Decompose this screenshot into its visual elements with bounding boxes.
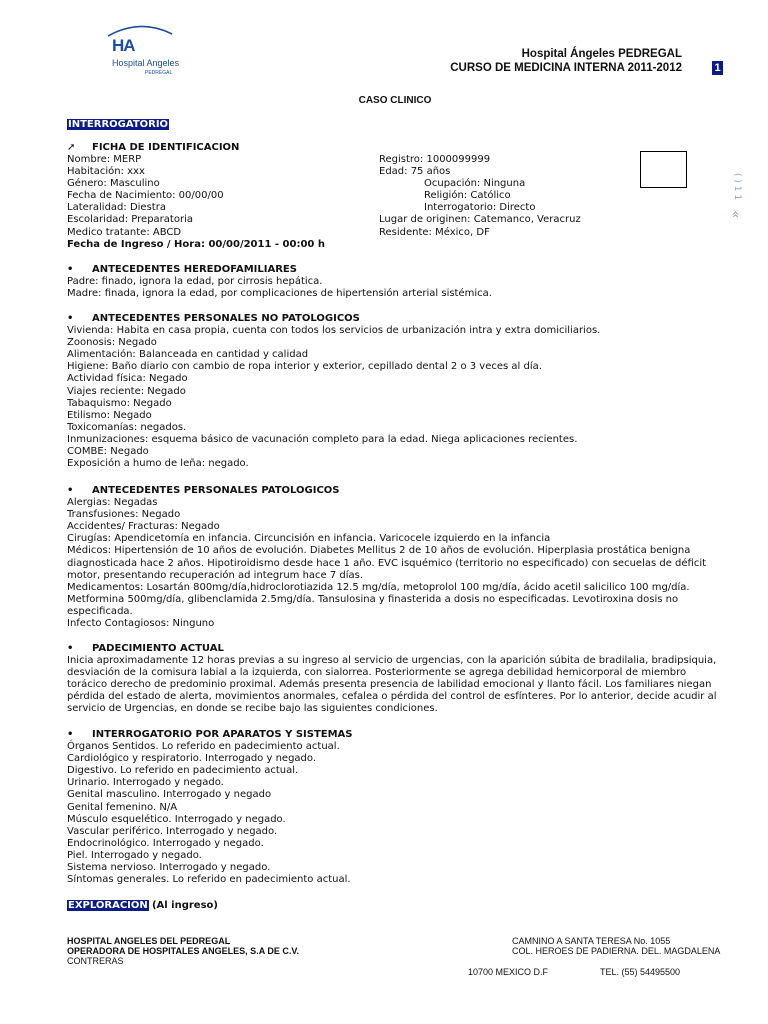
aparatos-line: Sistema nervioso. Interrogado y negado. bbox=[67, 862, 271, 874]
aparatos-line: Endocrinológico. Interrogado y negado. bbox=[67, 837, 264, 849]
bullet-icon: • bbox=[67, 643, 74, 654]
footer-address: CAMNINO A SANTA TERESA No. 1055 bbox=[512, 936, 671, 946]
aparatos-heading: INTERROGATORIO POR APARATOS Y SISTEMAS bbox=[92, 729, 353, 740]
no-pato-heading: ANTECEDENTES PERSONALES NO PATOLOGICOS bbox=[92, 313, 360, 324]
ficha-residente: Residente: México, DF bbox=[379, 226, 490, 238]
no-pato-line: Tabaquismo: Negado bbox=[67, 397, 172, 409]
pato-line: motor, presentando recuperación ad integrum hace 7 días. bbox=[67, 569, 364, 581]
ficha-habitacion: Habitación: xxx bbox=[67, 166, 145, 178]
section-exploracion bbox=[67, 900, 218, 912]
ficha-religion: Religión: Católico bbox=[424, 190, 511, 202]
no-pato-line: Higiene: Baño diario con cambio de ropa interior y exterior, cepillado dental 2 o 3 veces al día. bbox=[67, 361, 542, 373]
no-pato-line: Toxicomanías: negados. bbox=[67, 421, 187, 433]
arrow-icon: ➚ bbox=[67, 142, 76, 153]
ficha-nombre: Nombre: MERP bbox=[67, 154, 142, 165]
no-pato-line: Inmunizaciones: esquema básico de vacunación completo para la edad. Niega aplicaciones recientes. bbox=[67, 433, 578, 445]
padecimiento-line: torácico derecho de predominio proximal. Además presenta presencia de labilidad emocional y llanto fácil. Los familiares niegan bbox=[67, 679, 712, 691]
header bbox=[420, 47, 682, 75]
pato-heading: ANTECEDENTES PERSONALES PATOLOGICOS bbox=[92, 485, 340, 496]
padecimiento-heading: PADECIMIENTO ACTUAL bbox=[92, 643, 224, 654]
section-patologicos bbox=[67, 485, 706, 630]
footer-zip: 10700 MEXICO D.F bbox=[468, 967, 549, 977]
heredo-line: Madre: finada, ignora la edad, por complicaciones de hipertensión arterial sistémica. bbox=[67, 288, 492, 300]
padecimiento-line: servicio de Urgencias, en donde se recibe bajo las siguientes condiciones. bbox=[67, 703, 438, 715]
heredo-heading: ANTECEDENTES HEREDOFAMILIARES bbox=[92, 264, 297, 275]
ficha-edad: Edad: 75 años bbox=[379, 166, 451, 178]
ficha-ingreso: Fecha de Ingreso / Hora: 00/00/2011 - 00:00 h bbox=[67, 238, 325, 250]
pato-line: Accidentes/ Fracturas: Negado bbox=[67, 521, 220, 533]
ficha-heading bbox=[67, 142, 239, 154]
no-pato-line: Zoonosis: Negado bbox=[67, 337, 157, 349]
logo-name: Hospital Angeles bbox=[112, 58, 180, 68]
no-pato-line: COMBE: Negado bbox=[67, 446, 149, 458]
logo-mark: HA bbox=[112, 36, 135, 55]
pato-line: Metformina 500mg/día, glibenclamida 2.5mg/día. Tansulosina y finasterida a dosis no especificadas. Levotiroxina dosis no bbox=[67, 593, 679, 605]
aparatos-line: Cardiológico y respiratorio. Interrogado y negado. bbox=[67, 753, 317, 765]
aparatos-line: Órganos Sentidos. Lo referido en padecimiento actual. bbox=[67, 741, 340, 753]
aparatos-line: Piel. Interrogado y negado. bbox=[67, 849, 202, 861]
ficha-escolaridad: Escolaridad: Preparatoria bbox=[67, 214, 193, 226]
pato-line: especificada. bbox=[67, 605, 133, 617]
section-padecimiento bbox=[67, 643, 717, 716]
aparatos-line: Genital femenino. N/A bbox=[67, 801, 178, 813]
pato-line: Infecto Contagiosos: Ninguno bbox=[67, 618, 215, 630]
aparatos-line: Genital masculino. Interrogado y negado bbox=[67, 789, 272, 801]
footer-left bbox=[67, 936, 299, 966]
pato-line: Médicos: Hipertensión de 10 años de evolución. Diabetes Mellitus 2 de 10 años de evolución. Hiperplasia prostática benigna bbox=[67, 545, 691, 557]
photo-box bbox=[640, 151, 687, 188]
ficha-registro: Registro: 1000099999 bbox=[379, 154, 491, 165]
header-course: CURSO DE MEDICINA INTERNA 2011-2012 bbox=[450, 62, 682, 74]
pato-line: diagnosticada hace 2 años. Hipotiroidismo desde hace 1 año. EVC isquémico (territorio no especificado) con secuelas de déficit bbox=[67, 557, 707, 569]
section-tag-interrogatorio bbox=[67, 119, 169, 130]
side-arrows-icon: ( ) 1 1 « bbox=[727, 173, 743, 219]
padecimiento-line: desviación de la comisura labial a la izquierda, con sialorrea. Posteriormente se agrega debilidad hemicorporal de miembro bbox=[67, 667, 687, 679]
section-aparatos bbox=[67, 729, 353, 886]
header-hospital: Hospital Ángeles PEDREGAL bbox=[521, 48, 682, 60]
no-pato-line: Viajes reciente: Negado bbox=[67, 385, 186, 397]
bullet-icon: • bbox=[67, 729, 74, 740]
aparatos-line: Urinario. Interrogado y negado. bbox=[67, 777, 224, 789]
ficha-ocupacion: Ocupación: Ninguna bbox=[424, 178, 526, 190]
ficha-medico: Medico tratante: ABCD bbox=[67, 226, 182, 238]
footer-hospital: HOSPITAL ANGELES DEL PEDREGAL bbox=[67, 936, 231, 946]
aparatos-line: Síntomas generales. Lo referido en padecimiento actual. bbox=[67, 874, 351, 886]
page-number: 1 bbox=[712, 61, 723, 75]
ficha-lateralidad: Lateralidad: Diestra bbox=[67, 202, 166, 214]
no-pato-line: Actividad física: Negado bbox=[67, 373, 188, 385]
exploracion-tag: EXPLORACION bbox=[68, 900, 148, 911]
ficha-left bbox=[67, 154, 325, 251]
no-pato-line: Etilismo: Negado bbox=[67, 409, 152, 421]
footer-phone: TEL. (55) 54495500 bbox=[600, 967, 681, 977]
ficha-origen: Lugar de originen: Catemanco, Veracruz bbox=[379, 214, 581, 226]
no-pato-line: Vivienda: Habita en casa propia, cuenta con todos los servicios de urbanización intra y extra domiciliarios. bbox=[67, 325, 601, 337]
aparatos-line: Digestivo. Lo referido en padecimiento actual. bbox=[67, 765, 299, 777]
bullet-icon: • bbox=[67, 313, 74, 324]
bullet-icon: • bbox=[67, 485, 74, 496]
footer-right bbox=[512, 936, 720, 956]
interrogatorio-tag: INTERROGATORIO bbox=[68, 119, 169, 130]
page-title: CASO CLINICO bbox=[358, 95, 432, 106]
pato-line: Alergias: Negadas bbox=[67, 497, 158, 509]
pato-line: Cirugías: Apendicetomía en infancia. Circuncisión en infancia. Varicocele izquierdo en la infancia bbox=[67, 533, 551, 545]
ficha-nacimiento: Fecha de Nacimiento: 00/00/00 bbox=[67, 190, 224, 202]
footer-contreras: CONTRERAS bbox=[67, 956, 124, 966]
ficha-interrogatorio: Interrogatorio: Directo bbox=[424, 202, 536, 214]
bullet-icon: • bbox=[67, 264, 74, 275]
footer-operadora: OPERADORA DE HOSPITALES ANGELES, S.A DE C.V. bbox=[67, 946, 300, 956]
aparatos-line: Vascular periférico. Interrogado y negado. bbox=[67, 825, 278, 837]
hospital-logo bbox=[100, 22, 180, 82]
pato-line: Medicamentos: Losartán 800mg/día,hidroclorotiazida 12.5 mg/día, metoprolol 100 mg/día, ácido acetil salicilico 100 mg/día. bbox=[67, 581, 690, 593]
padecimiento-line: pérdida del estado de alerta, movimientos anormales, cefalea o pérdida del control de esfínteres. Por lo anterior, decide acudir al bbox=[67, 691, 717, 703]
ficha-right bbox=[379, 154, 581, 239]
heredo-line: Padre: finado, ignora la edad, por cirrosis hepática. bbox=[67, 276, 323, 288]
section-no-patologicos bbox=[67, 313, 600, 470]
pato-line: Transfusiones: Negado bbox=[67, 509, 181, 521]
ficha-genero: Género: Masculino bbox=[67, 178, 160, 190]
footer-colonia: COL. HEROES DE PADIERNA. DEL. MAGDALENA bbox=[512, 946, 721, 956]
no-pato-line: Alimentación: Balanceada en cantidad y calidad bbox=[67, 349, 309, 361]
aparatos-line: Músculo esquelético. Interrogado y negado. bbox=[67, 813, 286, 825]
logo-sub: PEDREGAL bbox=[145, 70, 173, 76]
exploracion-suffix: (Al ingreso) bbox=[151, 900, 218, 911]
no-pato-line: Exposición a humo de leña: negado. bbox=[67, 458, 249, 470]
padecimiento-line: Inicia aproximadamente 12 horas previas a su ingreso al servicio de urgencias, con la aparición súbita de bradilalia, bradipsiquia, bbox=[67, 655, 717, 667]
ficha-heading-text: FICHA DE IDENTIFICACION bbox=[92, 142, 240, 153]
section-heredo bbox=[67, 264, 492, 300]
